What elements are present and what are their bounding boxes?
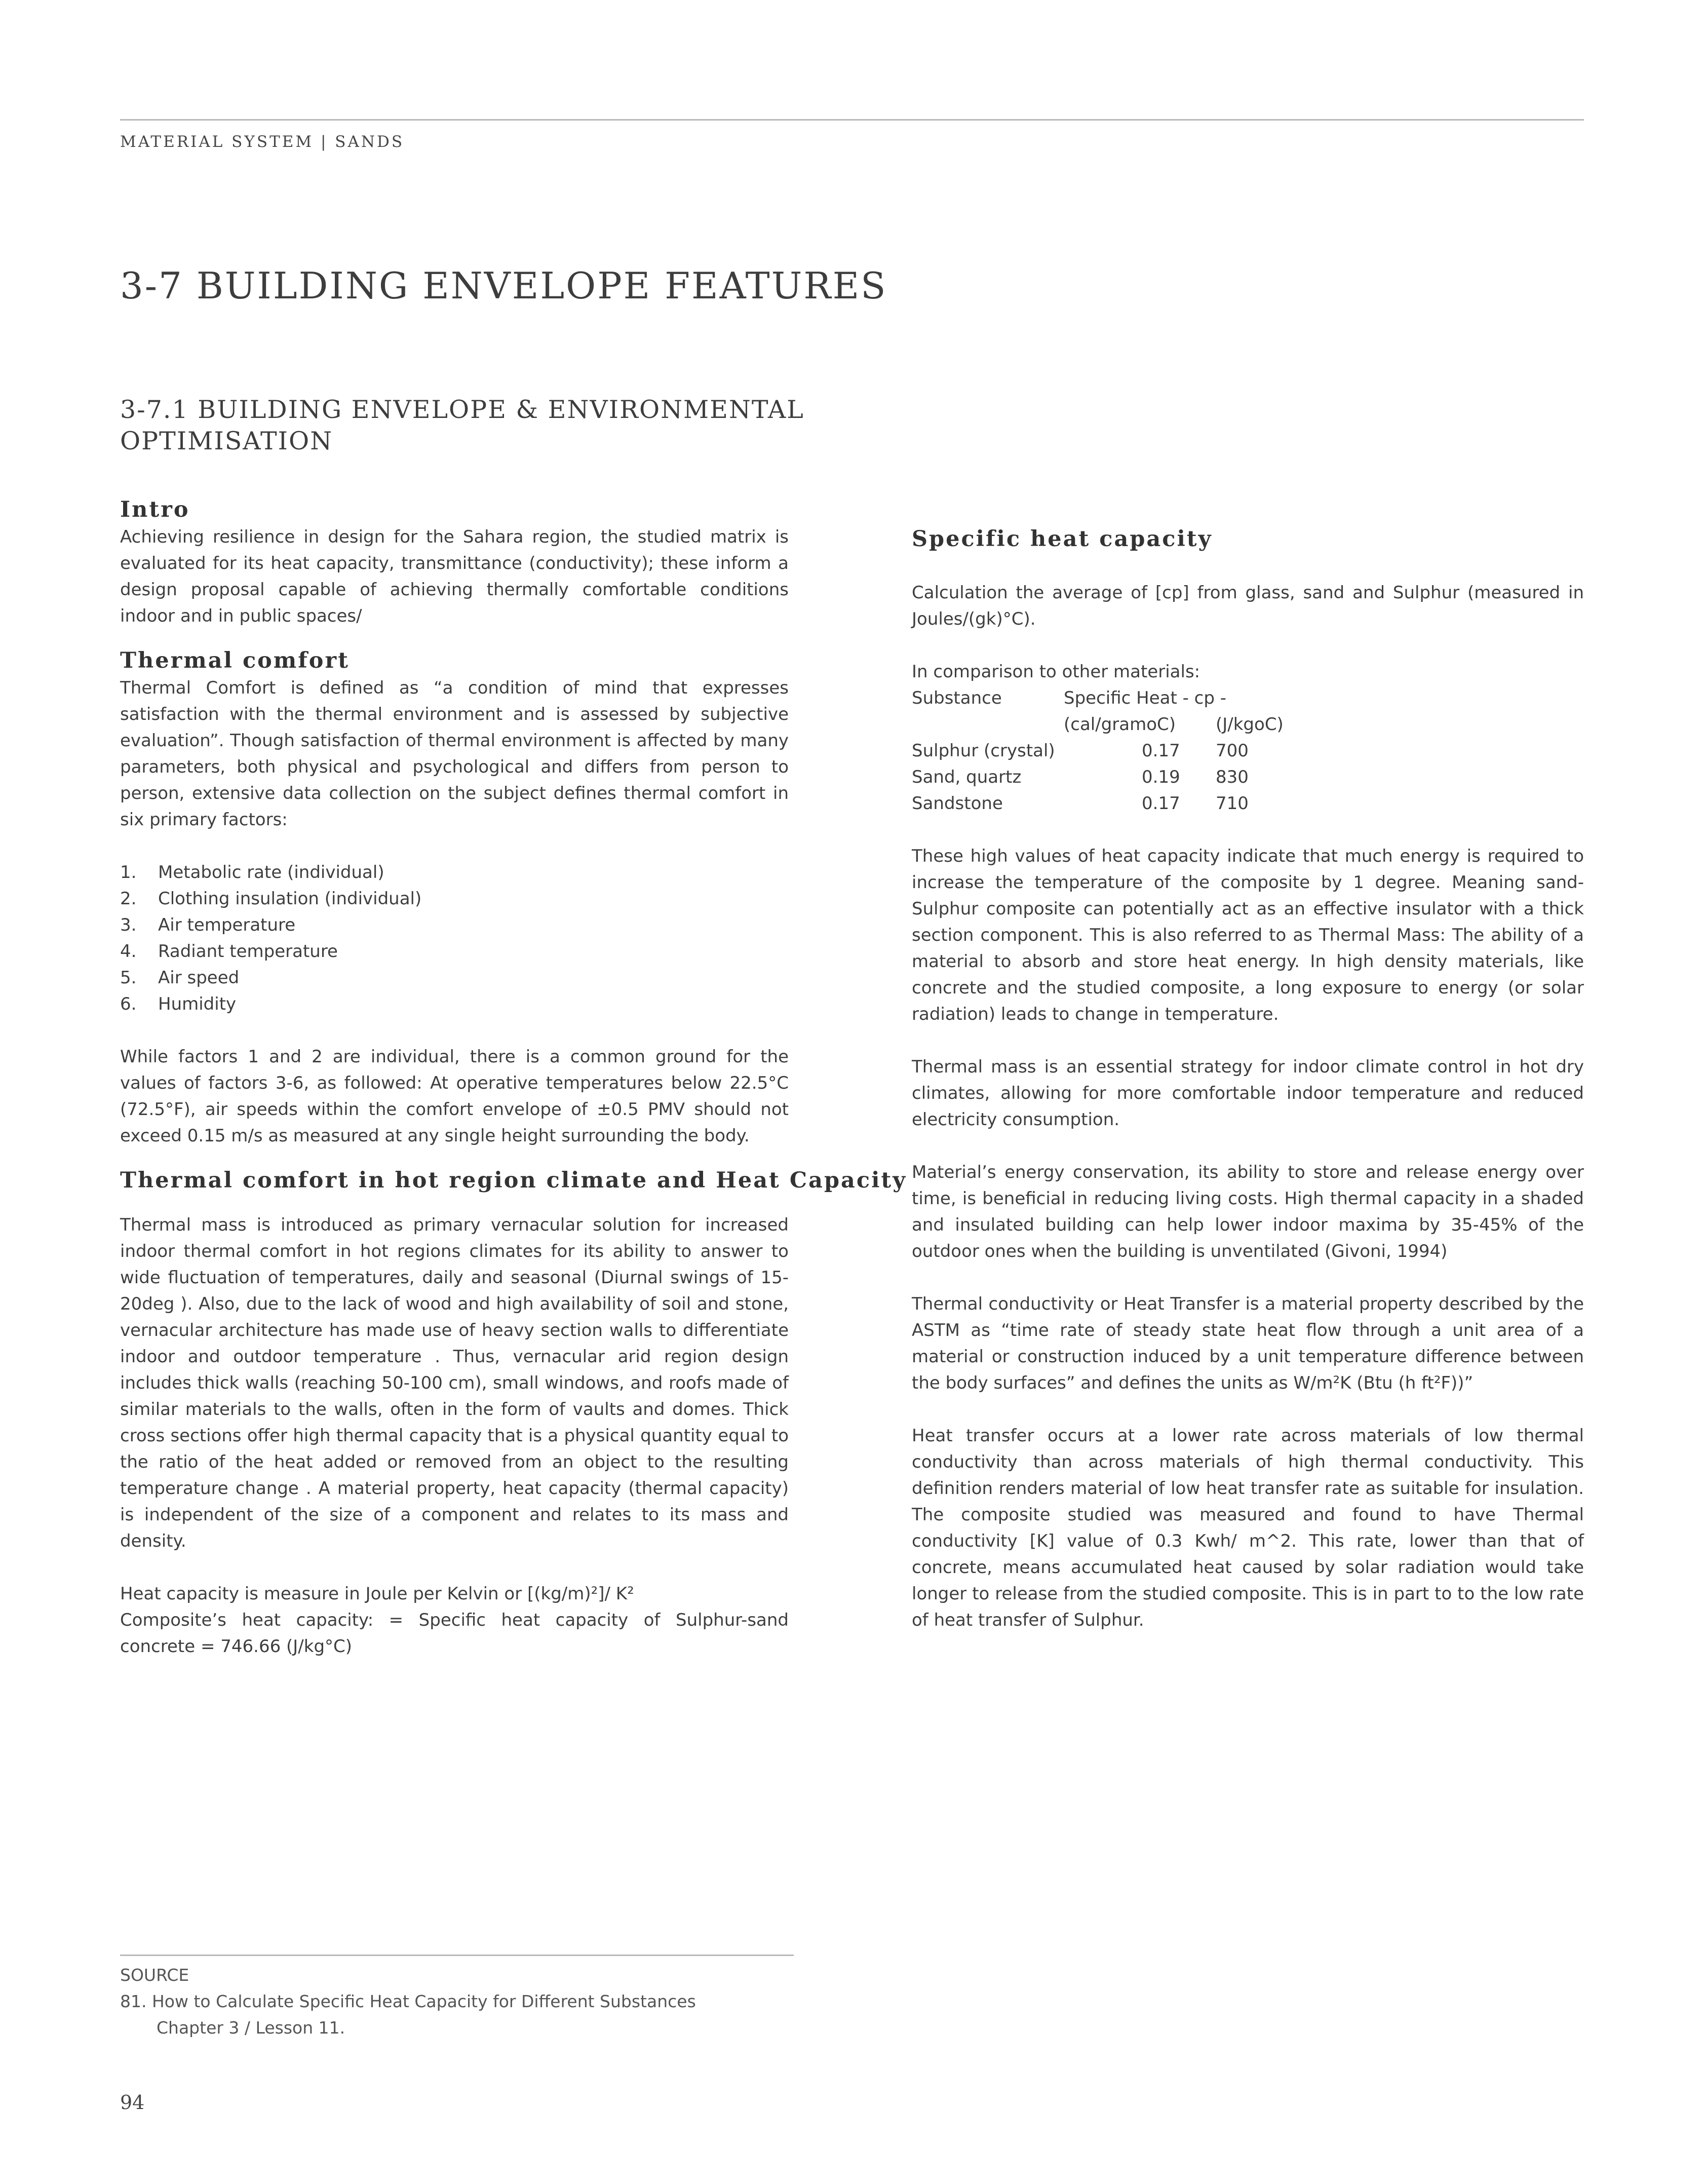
- list-item: 2. Clothing insulation (individual): [120, 889, 422, 909]
- table-row: [912, 738, 1584, 764]
- source-reference-detail: Chapter 3 / Lesson 11.: [157, 2018, 345, 2038]
- table-header-cell: (J/kgoC): [1216, 714, 1284, 735]
- strategy-paragraph: Thermal mass is an essential strategy for indoor climate control in hot dry climates, allowing for more comfortable indoor temperature and reduced electricity consumption.: [912, 1057, 1584, 1130]
- table-cell: 0.17: [1142, 741, 1180, 761]
- thermal-mass-paragraph: These high values of heat capacity indicate that much energy is required to increase the temperature of the composite by 1 degree. Meaning sand-Sulphur composite can potentially act as an effective insulator with a thick section component. This is also referred to as Thermal Mass: The ability of a material to absorb and store heat energy. In high density materials, like concrete and the studied composite, a long exposure to energy (or solar radiation) leads to change in temperature.: [912, 846, 1584, 1024]
- conductivity-paragraph: Thermal conductivity or Heat Transfer is a material property described by the ASTM as “time rate of steady state heat flow through a unit area of a material or construction induced by a unit temperature difference between the body surfaces” and defines the units as W/m²K (Btu (h ft²F))”: [912, 1294, 1584, 1393]
- specific-heat-heading: Specific heat capacity: [912, 526, 1213, 552]
- table-cell: 710: [1216, 793, 1249, 814]
- page-number: 94: [120, 2091, 145, 2114]
- energy-conservation-paragraph: Material’s energy conservation, its ability to store and release energy over time, is beneficial in reducing living costs. High thermal capacity in a shaded and insulated building can help lower indoor maxima by 35-45% of the outdoor ones when the building is unventilated (Givoni, 1994): [912, 1162, 1584, 1261]
- table-cell: 0.17: [1142, 793, 1180, 814]
- heat-capacity-measure: Heat capacity is measure in Joule per Kelvin or [(kg/m)²]/ K²: [120, 1584, 634, 1604]
- table-cell: Sandstone: [912, 793, 1003, 814]
- comfort-factors-list: [120, 859, 789, 1017]
- right-column: [912, 525, 1584, 1633]
- comparison-label: In comparison to other materials:: [912, 662, 1200, 682]
- list-item: 4. Radiant temperature: [120, 941, 338, 962]
- calculation-paragraph: Calculation the average of [cp] from glass, sand and Sulphur (measured in Joules/(gk)°C).: [912, 583, 1584, 629]
- table-header-cell: Specific Heat - cp -: [1064, 688, 1227, 708]
- source-block: [120, 1962, 794, 2041]
- factors-paragraph: While factors 1 and 2 are individual, there is a common ground for the values of factors 3-6, as followed: At operative temperatures below 22.5°C (72.5°F), air speeds within the comfort envelope of ±0.5 PMV should not exceed 0.15 m/s as measured at any single height surrounding the body.: [120, 1047, 789, 1146]
- heat-transfer-paragraph: Heat transfer occurs at a lower rate across materials of low thermal conductivity than across materials of high thermal conductivity. This definition renders material of low heat transfer rate as suitable for insulation. The composite studied was measured and found to have Thermal conductivity [K] value of 0.3 Kwh/ m^2. This rate, lower than that of concrete, means accumulated heat caused by solar radiation would take longer to release from the studied composite. This is in part to to the low rate of heat transfer of Sulphur.: [912, 1426, 1584, 1630]
- source-reference: 81. How to Calculate Specific Heat Capacity for Different Substances: [120, 1991, 696, 2011]
- hot-region-heading: Thermal comfort in hot region climate and Heat Capacity: [120, 1168, 907, 1193]
- table-cell: 830: [1216, 767, 1249, 787]
- table-cell: Sand, quartz: [912, 767, 1022, 787]
- page-title: 3-7 BUILDING ENVELOPE FEATURES: [120, 264, 887, 307]
- subsection-title: 3-7.1 BUILDING ENVELOPE & ENVIRONMENTAL OPTIMISATION: [120, 395, 804, 455]
- list-item: 3. Air temperature: [120, 915, 296, 935]
- hot-region-paragraph: Thermal mass is introduced as primary vernacular solution for increased indoor thermal comfort in hot regions climates for its ability to answer to wide fluctuation of temperatures, daily and seasonal (Diurnal swings of 15-20deg ). Also, due to the lack of wood and high availability of soil and stone, vernacular architecture has made use of heavy section walls to differentiate indoor and outdoor temperature . Thus, vernacular arid region design includes thick walls (reaching 50-100 cm), small windows, and roofs made of similar materials to the walls, often in the form of vaults and domes. Thick cross sections offer high thermal capacity that is a physical quantity equal to the ratio of the heat added or removed from an object to the resulting temperature change . A material property, heat capacity (thermal capacity) is independent of the size of a component and relates to its mass and density.: [120, 1215, 789, 1551]
- table-cell: Sulphur (crystal): [912, 741, 1055, 761]
- list-item: 6. Humidity: [120, 994, 237, 1014]
- table-cell: 700: [1216, 741, 1249, 761]
- composite-heat-capacity: Composite’s heat capacity: = Specific heat capacity of Sulphur-sand concrete = 746.66 (J/kg°C): [120, 1610, 789, 1657]
- table-row: [912, 764, 1584, 790]
- table-header-cell: Substance: [912, 688, 1002, 708]
- thermal-comfort-paragraph: Thermal Comfort is defined as “a condition of mind that expresses satisfaction with the thermal environment and is assessed by subjective evaluation”. Though satisfaction of thermal environment is affected by many parameters, both physical and psychological and differs from person to person, extensive data collection on the subject defines thermal comfort in six primary factors:: [120, 678, 789, 830]
- list-item: 5. Air speed: [120, 968, 240, 988]
- specific-heat-table: [912, 685, 1584, 817]
- source-label: SOURCE: [120, 1965, 189, 1985]
- table-header-row: [912, 711, 1584, 738]
- header-rule: [120, 119, 1584, 121]
- intro-heading: Intro: [120, 497, 190, 522]
- list-item: 1. Metabolic rate (individual): [120, 862, 384, 883]
- left-column: [120, 495, 907, 1660]
- thermal-comfort-heading: Thermal comfort: [120, 648, 350, 673]
- running-header: MATERIAL SYSTEM | SANDS: [120, 133, 405, 151]
- table-header-row: [912, 685, 1584, 711]
- intro-paragraph: Achieving resilience in design for the Sahara region, the studied matrix is evaluated for its heat capacity, transmittance (conductivity); these inform a design proposal capable of achieving thermally comfortable conditions indoor and in public spaces/: [120, 527, 789, 626]
- table-row: [912, 790, 1584, 817]
- source-rule: [120, 1955, 794, 1956]
- table-header-cell: (cal/gramoC): [1064, 714, 1176, 735]
- table-cell: 0.19: [1142, 767, 1180, 787]
